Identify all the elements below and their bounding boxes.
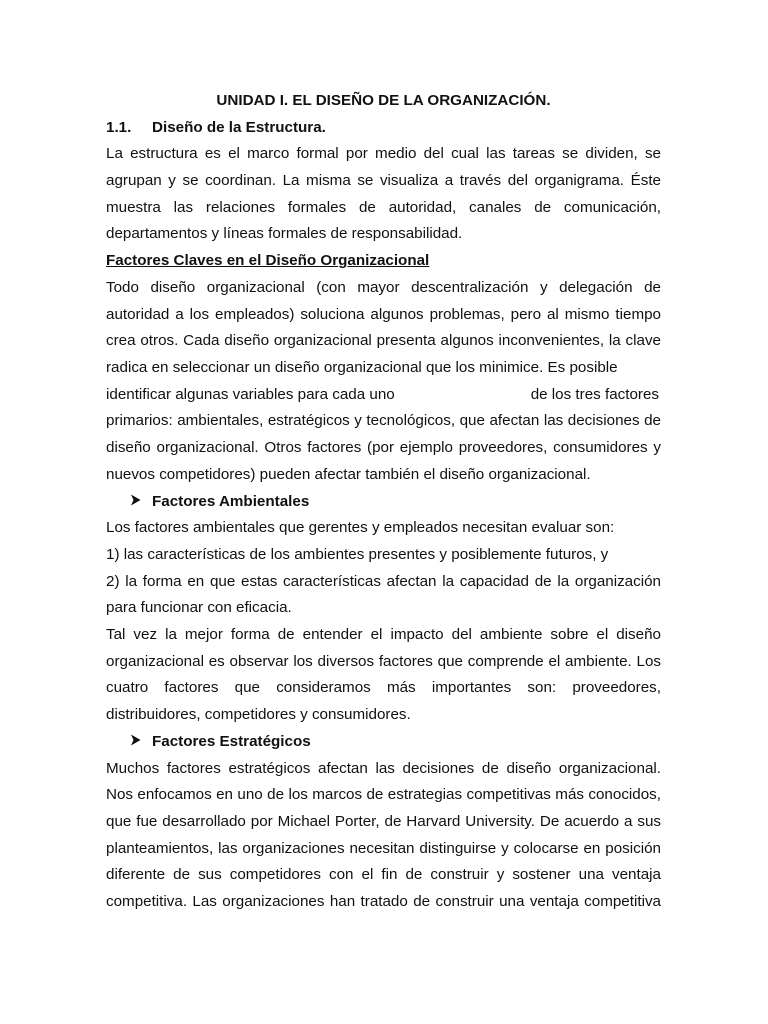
bullet-heading-estrategicos <box>106 729 661 756</box>
paragraph-ambientales-item1: 1) las características de los ambientes presentes y posiblemente futuros, y <box>106 545 609 563</box>
bullet-heading-estrategicos-text: Factores Estratégicos <box>152 732 311 750</box>
section-heading <box>106 115 661 142</box>
paragraph-estrategicos: Muchos factores estratégicos afectan las decisiones de diseño organizacional. Nos enfocamos en uno de los marcos de estrategias competitivas más conocidos, que fue desarrollado por Michael Porter, de Harvard University. De acuerdo a sus planteamientos, las organizaciones necesitan distinguirse y colocarse en posición diferente de sus competidores con el fin de construir y sostener una ventaja competitiva. Las organizaciones han tratado de construir una ventaja competitiva <box>106 759 661 911</box>
document-page <box>106 88 661 916</box>
gap-line-right-text: de los tres factores <box>530 385 659 403</box>
section-number: 1.1. <box>106 118 132 136</box>
document-title: UNIDAD I. EL DISEÑO DE LA ORGANIZACIÓN. <box>216 92 551 109</box>
bullet-heading-ambientales-text: Factores Ambientales <box>152 492 310 510</box>
subheading-key-factors: Factores Claves en el Diseño Organizacional <box>106 252 430 270</box>
paragraph-factors-part1: Todo diseño organizacional (con mayor descentralización y delegación de autoridad a los empleados) soluciona algunos problemas, pero al mismo tiempo crea otros. Cada diseño organizacional presenta algunos inconvenientes, la clave radica en seleccionar un diseño organizacional que los minimice. Es posible <box>106 278 661 376</box>
arrow-bullet-shape <box>130 734 141 746</box>
arrow-bullet-shape <box>130 494 141 506</box>
paragraph-factors-gap-line <box>106 382 661 409</box>
arrow-bullet-icon <box>130 489 152 516</box>
gap-line-left-text: identificar algunas variables para cada uno <box>106 385 395 403</box>
paragraph-ambientales-intro: Los factores ambientales que gerentes y empleados necesitan evaluar son: <box>106 519 615 537</box>
paragraph-structure: La estructura es el marco formal por medio del cual las tareas se dividen, se agrupan y se coordinan. La misma se visualiza a través del organigrama. Éste muestra las relaciones formales de autoridad, canales de comunicación, departamentos y líneas formales de responsabilidad. <box>106 145 661 243</box>
arrow-bullet-icon <box>130 729 152 756</box>
paragraph-factors-part2: primarios: ambientales, estratégicos y tecnológicos, que afectan las decisiones de diseño organizacional. Otros factores (por ejemplo proveedores, consumidores y nuevos competidores) pueden afectar también el diseño organizacional. <box>106 412 661 483</box>
paragraph-ambientales-item2: 2) la forma en que estas características afectan la capacidad de la organización para funcionar con eficacia. <box>106 572 661 617</box>
bullet-heading-ambientales <box>106 489 661 516</box>
paragraph-ambientales-impact: Tal vez la mejor forma de entender el impacto del ambiente sobre el diseño organizacional es observar los diversos factores que comprende el ambiente. Los cuatro factores que consideramos más importantes son: proveedores, distribuidores, competidores y consumidores. <box>106 626 661 724</box>
section-heading-text: Diseño de la Estructura. <box>152 118 326 136</box>
